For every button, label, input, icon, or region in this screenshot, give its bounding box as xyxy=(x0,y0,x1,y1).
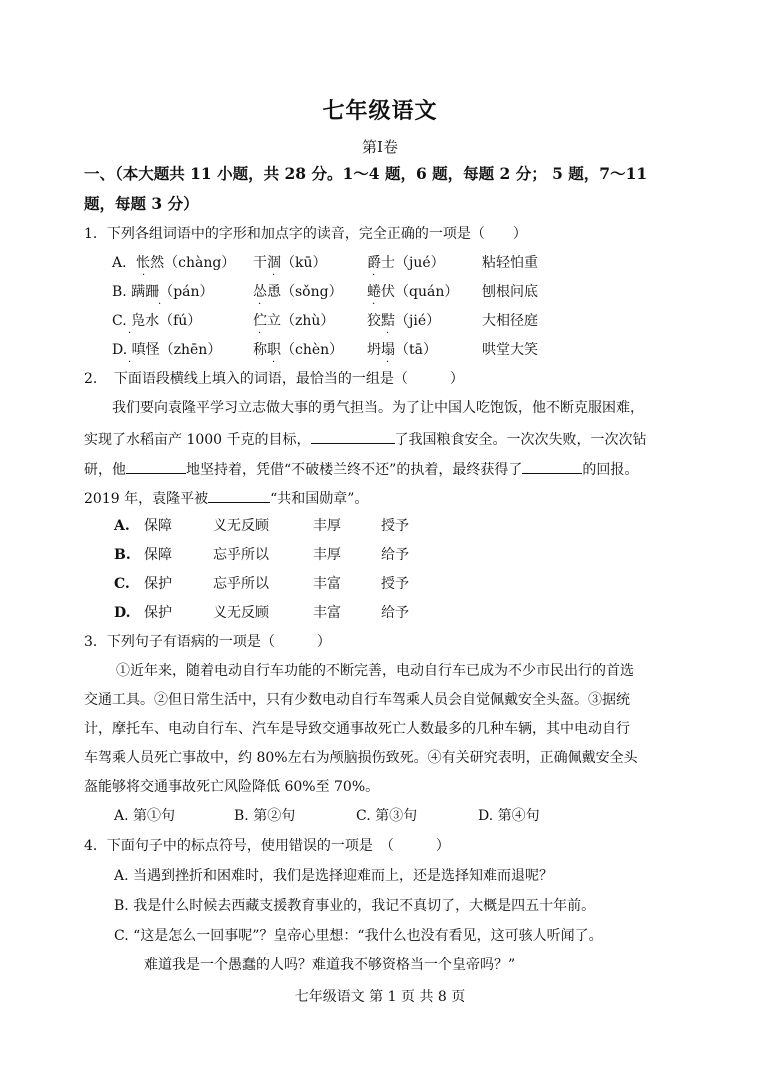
page-title: 七年级语文 xyxy=(322,98,438,124)
q1-option-d-word2: 称职（chèn） xyxy=(253,342,344,358)
q4-option-c-line2: 难道我是一个愚蠢的人吗？难道我不够资格当一个皇帝吗？” xyxy=(144,957,516,973)
emphasis-dot: · xyxy=(272,357,276,368)
q4-option-b: B. 我是什么时候去西藏支援教育事业的，我记不真切了，大概是四五十年前。 xyxy=(114,898,596,914)
q3-stem: 3．下列句子有语病的一项是（ ） xyxy=(84,634,331,650)
q3-passage-line2: 交通工具。②但日常生活中，只有少数电动自行车驾乘人员会自觉佩戴安全头盔。③据统 xyxy=(84,692,630,708)
q3-option-c: C. 第③句 xyxy=(356,808,418,824)
q2-passage-line4 xyxy=(84,487,368,509)
q3-passage-line1: ①近年来，随着电动自行车功能的不断完善，电动自行车已成为不少市民出行的首选 xyxy=(116,663,634,679)
q4-option-a: A. 当遇到挫折和困难时，我们是选择迎难而上，还是选择知难而退呢？ xyxy=(114,868,554,884)
q2-passage-text: 实现了水稻亩产 1000 千克的目标， xyxy=(84,432,311,448)
q1-option-b-word2: 怂恿（sǒng） xyxy=(253,284,343,300)
emphasis-dot: · xyxy=(386,328,390,339)
fill-blank-3 xyxy=(522,458,582,474)
q3-option-a: A. 第①句 xyxy=(114,808,176,824)
emphasis-dot: · xyxy=(258,299,262,310)
q2-option-word: 授予 xyxy=(381,518,409,534)
q2-stem: 2． 下面语段横线上填入的词语，最恰当的一组是（ ） xyxy=(84,371,464,387)
q2-option-word: 保障 xyxy=(144,547,172,563)
q2-passage-text: 的回报。 xyxy=(582,462,639,478)
q1-option-b-word1: B. 蹒跚（pán） xyxy=(112,284,214,300)
emphasis-dot: · xyxy=(272,270,276,281)
page-subtitle: 第Ⅰ卷 xyxy=(362,138,398,156)
q1-option-a-word2: 干涸（kū） xyxy=(253,255,327,271)
page-footer: 七年级语文 第 1 页 共 8 页 xyxy=(294,989,466,1005)
q3-passage-line5: 盔能够将交通事故死亡风险降低 60%至 70%。 xyxy=(84,779,380,795)
emphasis-dot: · xyxy=(128,357,132,368)
q4-stem: 4．下面句子中的标点符号，使用错误的一项是 （ ） xyxy=(84,838,450,854)
fill-blank-2 xyxy=(126,458,186,474)
emphasis-dot: · xyxy=(372,270,376,281)
q1-option-d-word3: 坍塌（tā） xyxy=(367,342,437,358)
section-heading-line1: 一、（本大题共 11 小题，共 28 分。1～4 题，6 题，每题 2 分； 5 题，7～11 xyxy=(84,164,648,183)
q2-option-word: 丰厚 xyxy=(313,518,341,534)
emphasis-dot: · xyxy=(258,328,262,339)
q1-option-b-word4: 刨根问底 xyxy=(482,284,538,300)
q1-option-d-word1: D. 嗔怪（zhēn） xyxy=(112,342,222,358)
q1-option-c-word4: 大相径庭 xyxy=(482,313,538,329)
q4-option-c-line1: C. “这是怎么一回事呢”？皇帝心里想：“我什么也没有看见，这可骇人听闻了。 xyxy=(114,928,603,944)
q2-option-word: 忘乎所以 xyxy=(213,576,269,592)
q1-option-d-word4: 哄堂大笑 xyxy=(482,342,538,358)
q1-option-c-word1: C. 凫水（fú） xyxy=(112,313,202,329)
q1-option-c-word3: 狡黠（jié） xyxy=(367,313,441,329)
q3-option-d: D. 第④句 xyxy=(478,808,540,824)
q2-option-letter: C. xyxy=(114,576,130,592)
q3-option-b: B. 第②句 xyxy=(234,808,296,824)
q2-option-word: 义无反顾 xyxy=(213,518,269,534)
q2-option-word: 丰富 xyxy=(313,605,341,621)
q2-passage-line1: 我们要向袁隆平学习立志做大事的勇气担当。为了让中国人吃饱饭，他不断克服困难， xyxy=(112,400,644,416)
section-heading-line2: 题，每题 3 分） xyxy=(84,194,199,213)
q2-passage-line2 xyxy=(84,428,647,450)
q1-option-a-word3: 爵士（jué） xyxy=(367,255,445,271)
q1-option-a-word4: 粘轻怕重 xyxy=(482,255,538,271)
q2-option-word: 义无反顾 xyxy=(213,605,269,621)
q2-option-word: 授予 xyxy=(381,576,409,592)
q2-option-word: 丰富 xyxy=(313,576,341,592)
q1-stem: 1．下列各组词语中的字形和加点字的读音，完全正确的一项是（ ） xyxy=(84,226,527,242)
q2-option-word: 保护 xyxy=(144,576,172,592)
emphasis-dot: · xyxy=(128,328,132,339)
q2-option-word: 给予 xyxy=(381,547,409,563)
q2-option-word: 忘乎所以 xyxy=(213,547,269,563)
emphasis-dot: · xyxy=(386,357,390,368)
q2-passage-text: 了我国粮食安全。一次次失败，一次次钻 xyxy=(394,432,647,448)
fill-blank-4 xyxy=(208,487,270,503)
q3-passage-line4: 车驾乘人员死亡事故中，约 80%左右为颅脑损伤致死。④有关研究表明，正确佩戴安全头 xyxy=(84,750,638,766)
q2-option-letter: D. xyxy=(114,605,131,621)
q2-passage-text: 地坚持着，凭借“不破楼兰终不还”的执着，最终获得了 xyxy=(186,462,523,478)
q2-option-word: 保障 xyxy=(144,518,172,534)
q1-option-a-word1: A．怅然（chàng） xyxy=(112,255,236,271)
q1-option-c-word2: 伫立（zhù） xyxy=(253,313,335,329)
emphasis-dot: · xyxy=(372,299,376,310)
q2-option-word: 给予 xyxy=(381,605,409,621)
emphasis-dot: · xyxy=(158,299,162,310)
q1-option-b-word3: 蜷伏（quán） xyxy=(367,284,459,300)
q2-passage-text: “共和国勋章”。 xyxy=(270,491,369,507)
emphasis-dot: · xyxy=(142,270,146,281)
q2-passage-line3 xyxy=(84,458,638,480)
q3-passage-line3: 计，摩托车、电动自行车、汽车是导致交通事故死亡人数最多的几种车辆，其中电动自行 xyxy=(84,721,630,737)
fill-blank-1 xyxy=(311,428,395,444)
q2-option-word: 保护 xyxy=(144,605,172,621)
q2-option-letter: B. xyxy=(114,547,131,563)
q2-passage-text: 研，他 xyxy=(84,462,126,478)
q2-option-letter: A. xyxy=(114,518,130,534)
q2-option-word: 丰厚 xyxy=(313,547,341,563)
q2-passage-text: 2019 年，袁隆平被 xyxy=(84,491,209,507)
